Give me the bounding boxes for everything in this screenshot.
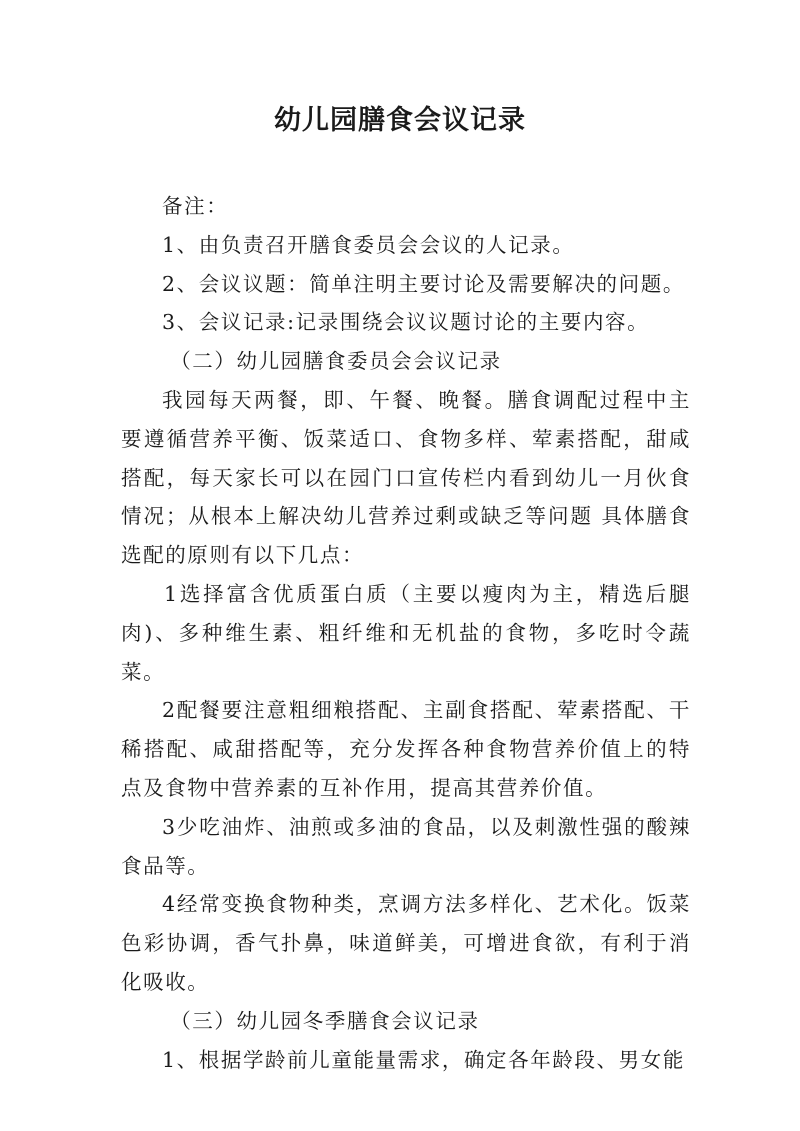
paragraph: 1、由负责召开膳食委员会会议的人记录。 [162, 232, 575, 257]
paragraph: 4经常变换食物种类，烹调方法多样化、艺术化。饭菜色彩协调，香气扑鼻，味道鲜美，可增进食欲，有利于消化吸收。 [121, 892, 691, 994]
paragraph: 1选择富含优质蛋白质（主要以瘦肉为主，精选后腿肉)、多种维生素、粗纤维和无机盐的食物，多吃时令蔬菜。 [121, 581, 691, 684]
section-heading: （三）幼儿园冬季膳食会议记录 [170, 1008, 480, 1033]
paragraph: 2配餐要注意粗细粮搭配、主副食搭配、荤素搭配、干稀搭配、咸甜搭配等，充分发挥各种食物营养价值上的特点及食物中营养素的互补作用，提高其营养价值。 [121, 698, 691, 800]
paragraph: 我园每天两餐，即、午餐、晚餐。膳食调配过程中主要遵循营养平衡、饭菜适口、食物多样、荤素搭配，甜咸搭配，每天家长可以在园门口宣传栏内看到幼儿一月伙食情况；从根本上解决幼儿营养过剩或缺乏等问题 具体膳食选配的原则有以下几点： [121, 387, 691, 568]
paragraph: 3、会议记录:记录围绕会议议题讨论的主要内容。 [162, 310, 650, 335]
document-title: 幼儿园膳食会议记录 [274, 105, 526, 136]
section-heading: （二）幼儿园膳食委员会会议记录 [170, 349, 502, 374]
paragraph: 3少吃油炸、油煎或多油的食品，以及刺激性强的酸辣食品等。 [121, 814, 691, 878]
paragraph: 备注： [162, 194, 229, 218]
paragraph: 2、会议议题：简单注明主要讨论及需要解决的问题。 [162, 271, 685, 296]
document-body [121, 187, 691, 1079]
paragraph: 1、根据学龄前儿童能量需求，确定各年龄段、男女能 [162, 1047, 685, 1072]
